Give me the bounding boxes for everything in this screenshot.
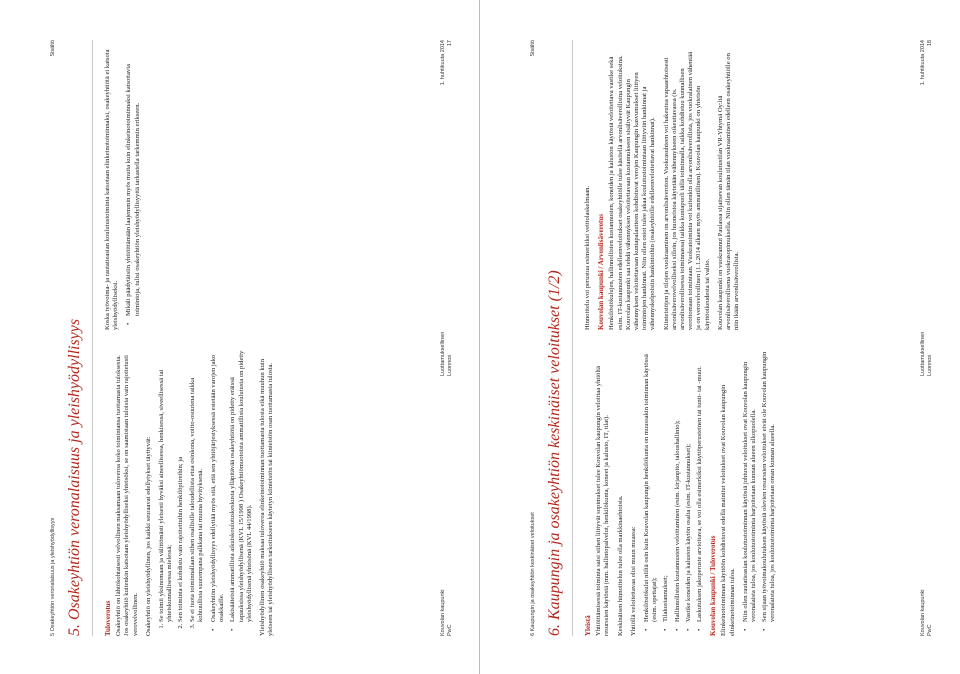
footer-date-page bbox=[440, 40, 454, 85]
footer-date: 1. huhtikuuta 2014 bbox=[920, 40, 926, 86]
page-number: 17 bbox=[447, 40, 453, 47]
paragraph: Yleishyödyllinen osakeyhtiö maksaa tuloveroa elinkeinotoiminnan tuottamasta tulosta eikä muuhun kuin yleiseen tai yleishyödylliseen tarkoitukseen käytetyn kiinteistön tai kiinteistön osan tuottamasta tulosta. bbox=[259, 358, 275, 636]
bullet-list bbox=[742, 346, 778, 636]
list-item: • Tilakustannukset; bbox=[662, 346, 670, 622]
paragraph: Yhtiöittämisessä toiminta saisi siihen liittyvät sopimukset tulee Kouvolan kaupungin veloittaa yhtiöltä resurssien käytöstä (mm. hallintopalvelut, henkilökunta, koneet ja kalusto, IT, tilat). bbox=[595, 366, 611, 636]
bullet-list bbox=[210, 346, 254, 636]
page-title: 5. Osakeyhtiön veronalaisuus ja yleishyödyllisyys bbox=[66, 318, 83, 636]
paragraph: Keskinäisen hinnoittelun tulee olla markkinaehtoista. bbox=[616, 495, 624, 636]
contents-link[interactable]: Sisältö bbox=[530, 40, 536, 57]
title-divider bbox=[92, 40, 93, 636]
section-heading: Kouvolan kaupunki / Tuloverotus bbox=[709, 535, 718, 636]
title-divider bbox=[572, 40, 573, 636]
paragraph: Henkilöstökulujen, hallinnollisten kustannusten, koneiden ja kaluston käytöstä veloitettava vastike sekä esim. IT-kustannusten edelleenveloitukset osakeyhtiölle tulee käsitellä arvonlisäverollisina veloituksina. Kouvolan kaupunki saa tehdä vähennyksen veloitettavaan kustannukseen sisältyvät Kaupungin vähennyksen veloitettavaan kuntapalautteen kohdistuvat verojen Kaupungin kasvumukset liittyen toimintojen hankinnat. Niin ollen ostot tulee jakaa koulutustoimintaan liittyviin hankinnat ja vähennyskelpoisiin hankintoihin (osakeyhtiölle edelleenveloitettavat hankinnat). bbox=[608, 55, 657, 330]
paragraph: Hinnoittelu voi perustua esimerkiksi veittolaskelmaan. bbox=[584, 185, 591, 330]
section-heading: Kouvolan kaupunki / Arvonlisäverotus bbox=[597, 214, 606, 330]
left-column bbox=[104, 346, 280, 636]
footer-draft: Luonnos bbox=[447, 354, 453, 376]
list-item: • Hallinnollisten kustannusten veloittaminen (esim. kirjanpito, taloushallinto); bbox=[674, 346, 682, 622]
footer-status bbox=[440, 332, 454, 376]
footer-confidential: Luottamuksellinen bbox=[440, 331, 446, 376]
footer-org bbox=[440, 590, 454, 636]
footer-status bbox=[920, 332, 934, 376]
paragraph: Kouvolan kaupunki on vuokrannut Paulassa sijaitsevan koulutustilan VR-Yhtymä Oy:ltä arvonlisäverollisena vuokrasopimuksella. Niin ollen tämän tilan vuokraaminen edelleen osakeyhtiölle on niin ikään arvonlisäverollista. bbox=[716, 53, 741, 330]
list-item: 3. Se ei tuota toiminnallaan siihen osallisille taloudellista etua osinkona, voitto-osuutena taikka kohtuullista suurempana palkkana tai muuna hyvityksenä. bbox=[189, 346, 205, 622]
right-column bbox=[584, 48, 746, 330]
footer-company: PwC bbox=[447, 624, 453, 636]
footer-draft: Luonnos bbox=[927, 354, 933, 376]
right-column bbox=[104, 48, 147, 330]
left-column bbox=[584, 346, 783, 636]
section-heading: Tuloverotus bbox=[104, 600, 112, 636]
footer-date: 1. huhtikuuta 2014 bbox=[440, 40, 446, 86]
page-header-breadcrumb: 6 Kaupungin ja osakeyhtiön keskinäiset veloitukset bbox=[530, 512, 536, 636]
bullet-list bbox=[125, 48, 141, 330]
paragraph: Yhtiöllä veloitettavaa olisi muun muassa: bbox=[629, 526, 637, 636]
list-item: • Mikäli päädytäisiin yhtiöittämään laajemmin myös muita kuin elinkeinotoiminnaksi katsottavia toimintoja, tulisi osakeyhtiön yleishyödyllisyyttä tarkastella tarkemmin erikseen. bbox=[125, 48, 141, 316]
list-item: • Henkilöstökulut niiltä osin kuin Kouvolan kaupungin henkilökunta on muussakin toiminnan käytössä (esim. opettajat); bbox=[643, 346, 659, 622]
paragraph: Kiinteistöjen ja tilojen vuokraaminen on arvonlisäveroton. Vuokrasuhteen voi hakeutua vapaaehtoisesti arvonlisäverovelvolliseksi silloin, jos huoneistoa käytetään vähennykseen oikeuttavassa (ts. arvonlisäverollisessa toiminnassa) taikka kuntapuoli tällä toiminnalla, taikka kohdistuu kunnallisen verottomaan toimintaan. Vuokratoiminta voi kuitenkin olla arvonlisäverollista, jos vuokralainen vähentää ja on verovelvollinen (1.1.2014 alkaen myös ammatillinen). Kouvolan kaupunki on yhteisön käyttöoikeudesta tai valtio. bbox=[662, 52, 711, 330]
list-item: • Sen sijaan työvoimakoulutuksen käytöstä olevien resurssien veloitukset eivät ole Kouvolan kaupungin veronalaista tuloa, jos koulutustoiminta harjoitetaan oman kunnan alueella. bbox=[761, 346, 777, 622]
footer-company: PwC bbox=[927, 624, 933, 636]
list-item: • Niin ollen rautatieasian koulutustoiminnan käytöstä johtuvat veloitukset ovat Kouvolan kaupungin veronalaista tuloa, jos koulutustoiminta harjoitetaan kunnan alueen ulkopuolella. bbox=[742, 346, 758, 622]
contents-link[interactable]: Sisältö bbox=[50, 40, 56, 57]
paragraph: Elinkeinotoiminnan käyttöön kohdistuvat edellä mainitut veloitukset ovat Kouvolan kaupungin elinkeinotoiminnan tuloa. bbox=[720, 384, 736, 636]
footer-org-name: Kouvolan kaupunki bbox=[920, 589, 926, 636]
list-item: • Lakisääteistä ammatillista aikuiskoulutuskeskusta ylläpitävää osakeyhtiötä on pidetty eräissä tapauksissa yleishyödyllisenä (KVL 15/1998 ) Osakeyhtiömuotoista ammatillista koulutusta on pidetty yleishyödyllisenä yhteisönä (KVL 44/1998). bbox=[229, 346, 254, 622]
footer-org-name: Kouvolan kaupunki bbox=[440, 589, 446, 636]
numbered-list bbox=[158, 346, 205, 636]
list-item: • Vastike koneiden ja kaluston käytön osalta (esim. IT-kustannukset); bbox=[685, 346, 693, 622]
paragraph: Osakeyhtiö on yleishyödyllinen, jos kaikki seuraavat edellytykset täyttyvät: bbox=[144, 436, 152, 636]
slide-page-18 bbox=[480, 0, 960, 674]
page-number: 18 bbox=[927, 40, 933, 47]
paragraph: Koska työvoima- ja rautatieasian koulutustoiminta katsotaan elinkeinotoiminnaksi, osakeyhtiötä ei katsota yleishyödylliseksi. bbox=[104, 49, 120, 330]
list-item: • Osakeyhtiön yleishyödyllisyys edellyttää myös sitä, että sen yhtiöjärjestyksessä estetään varojen jako osakkaille. bbox=[210, 346, 226, 622]
page-header-breadcrumb: 5 Osakeyhtiön veronalaisuus ja yleishyödyllisyys bbox=[50, 517, 56, 636]
list-item: • Laskutuksen jakoperuste arvioitava, se voi olla esimerkiksi käyttöperusteinen tai tunti- tai -muut. bbox=[696, 346, 704, 622]
footer-org bbox=[920, 590, 934, 636]
section-heading: Yleistä bbox=[584, 615, 592, 636]
page-title: 6. Kaupungin ja osakeyhtiön keskinäiset veloitukset (1/2) bbox=[546, 270, 563, 636]
list-item: 2. Sen toiminta ei kohdistu vain rajoitettuihin henkilöpiireihin; ja bbox=[177, 346, 185, 622]
paragraph: Osakeyhtiö on lähtökohtaisesti velvollinen maksamaan tuloveroa koko toimintansa tuottamasta tuloksesta. Jos osakeyhtiö kuitenkin katsotaan yleishyödylliseksi yhteisöksi, se on saamistaan tuloista vain rajoitetusti verovelvollinen. bbox=[115, 355, 139, 636]
bullet-list bbox=[643, 346, 704, 636]
footer-date-page bbox=[920, 40, 934, 85]
list-item: 1. Se toimii yksinomaan ja välittömästi yleisesti hyväksi aineellisessa, henkisessä, siveellisessä tai yhteiskunnallisessa mielessä; bbox=[158, 346, 174, 622]
footer-confidential: Luottamuksellinen bbox=[920, 331, 926, 376]
